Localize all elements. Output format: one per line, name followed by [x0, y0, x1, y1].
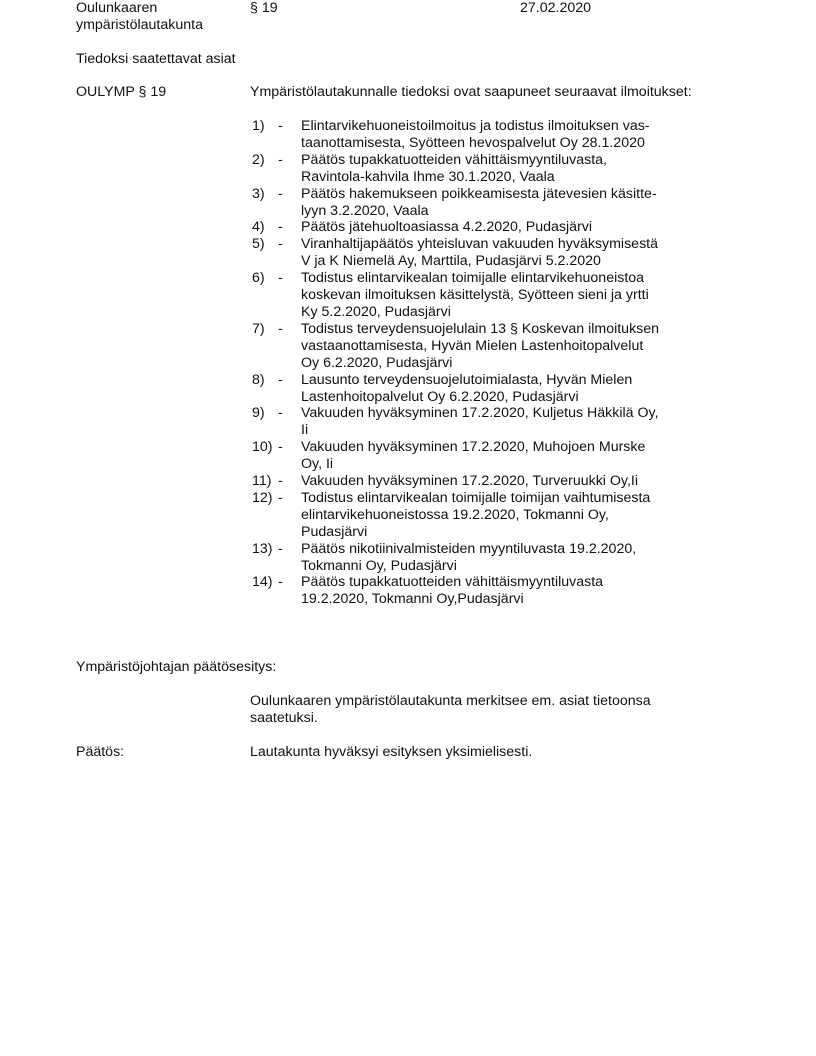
list-item-text [301, 439, 690, 473]
list-item-number: 1) [252, 118, 265, 134]
list-item-number: 5) [252, 236, 265, 253]
list-item-text [301, 118, 690, 152]
list-item-text [301, 219, 690, 236]
list-item-text [301, 152, 690, 186]
list-item [250, 270, 690, 321]
list-item [250, 321, 690, 372]
list-item-number: 9) [252, 405, 265, 422]
list-item-number: 11) [252, 473, 272, 490]
list-item-text-line: Pudasjärvi [301, 523, 368, 540]
list-item-number: 4) [252, 219, 265, 236]
list-item-text-line: elintarvikehuoneistossa 19.2.2020, Tokmanni Oy, [301, 506, 609, 523]
list-item-text-line: lyyn 3.2.2020, Vaala [301, 202, 429, 219]
list-item-text-line: vastaanottamisesta, Hyvän Mielen Lastenhoitopalvelut [301, 337, 644, 354]
list-item-text-line: Päätös jätehuoltoasiassa 4.2.2020, Pudasjärvi [301, 219, 593, 236]
list-item-dash: - [278, 574, 283, 591]
list-item [250, 439, 690, 473]
list-item-text-line: Ravintola-kahvila Ihme 30.1.2020, Vaala [301, 168, 555, 185]
list-item-text-line: Todistus elintarvikealan toimijalle toimijan vaihtumisesta [301, 489, 651, 506]
list-item-dash: - [278, 405, 283, 422]
proposal-text-line1: Oulunkaaren ympäristölautakunta merkitsee em. asiat tietoonsa [250, 693, 651, 709]
list-item-text-line: Vakuuden hyväksyminen 17.2.2020, Muhojoen Murske [301, 439, 646, 456]
list-item-number: 7) [252, 320, 265, 337]
list-item-number: 3) [252, 185, 265, 202]
list-item [250, 541, 690, 575]
list-item-dash: - [278, 473, 283, 490]
list-item-text-line: koskevan ilmoituksen käsittelystä, Syötteen sieni ja yrtti [301, 287, 649, 304]
list-item-text-line: Ky 5.2.2020, Pudasjärvi [301, 303, 451, 320]
list-item-text-line: Viranhaltijapäätös yhteisluvan vakuuden hyväksymisestä [301, 236, 658, 253]
list-item-text-line: Oy, Ii [301, 456, 334, 473]
list-item-number: 14) [252, 574, 273, 591]
proposal-text-line2: saatetuksi. [250, 710, 318, 726]
committee-name-line2: ympäristölautakunta [76, 17, 203, 33]
decision-label: Päätös: [76, 744, 125, 760]
list-item-text-line: Oy 6.2.2020, Pudasjärvi [301, 354, 453, 371]
list-item-text-line: Päätös tupakkatuotteiden vähittäismyyntiluvasta [301, 574, 604, 591]
list-item-text-line: Päätös tupakkatuotteiden vähittäismyyntiluvasta, [301, 151, 607, 168]
list-item-dash: - [278, 489, 283, 506]
committee-name-line1: Oulunkaaren [76, 0, 158, 16]
intro-text: Ympäristölautakunnalle tiedoksi ovat saapuneet seuraavat ilmoitukset: [250, 84, 692, 100]
list-item-text [301, 490, 690, 541]
list-item-text-line: V ja K Niemelä Ay, Marttila, Pudasjärvi 5.2.2020 [301, 253, 601, 270]
list-item-number: 12) [252, 489, 273, 506]
list-item-text-line: Tokmanni Oy, Pudasjärvi [301, 557, 457, 574]
list-item [250, 490, 690, 541]
list-item-text-line: Vakuuden hyväksyminen 17.2.2020, Turveruukki Oy,Ii [301, 473, 638, 490]
list-item-number: 8) [252, 371, 265, 388]
list-item-dash: - [278, 118, 283, 134]
list-item-dash: - [278, 236, 283, 253]
list-item [250, 152, 690, 186]
document-title: Tiedoksi saatettavat asiat [76, 51, 236, 67]
list-item [250, 219, 690, 236]
proposal-label: Ympäristöjohtajan päätösesitys: [76, 659, 277, 675]
list-item-text [301, 236, 690, 270]
list-item-dash: - [278, 320, 283, 337]
list-item-text [301, 321, 690, 372]
list-item-text-line: 19.2.2020, Tokmanni Oy,Pudasjärvi [301, 591, 524, 608]
list-item-text [301, 186, 690, 220]
list-item-dash: - [278, 439, 283, 456]
decision-text: Lautakunta hyväksyi esityksen yksimielisesti. [250, 744, 533, 760]
list-item-dash: - [278, 270, 283, 287]
list-item [250, 186, 690, 220]
list-item-number: 10) [252, 439, 273, 456]
list-item-text-line: Lastenhoitopalvelut Oy 6.2.2020, Pudasjärvi [301, 388, 579, 405]
notification-list [250, 118, 690, 608]
list-item [250, 372, 690, 406]
list-item-text-line: Todistus elintarvikealan toimijalle elintarvikehuoneistoa [301, 270, 645, 287]
list-item-text-line: Päätös hakemukseen poikkeamisesta jätevesien käsitte- [301, 185, 657, 202]
list-item-dash: - [278, 185, 283, 202]
list-item-text-line: taanottamisesta, Syötteen hevospalvelut Oy 28.1.2020 [301, 134, 645, 151]
list-item-text [301, 541, 690, 575]
list-item-text-line: Vakuuden hyväksyminen 17.2.2020, Kuljetus Häkkilä Oy, [301, 405, 659, 422]
list-item-number: 13) [252, 540, 273, 557]
list-item-text-line: Päätös nikotiinivalmisteiden myyntiluvasta 19.2.2020, [301, 540, 637, 557]
list-item [250, 473, 690, 490]
list-item-text-line: Ii [301, 422, 309, 439]
list-item-number: 2) [252, 151, 265, 168]
list-item [250, 236, 690, 270]
list-item-text-line: Todistus terveydensuojelulain 13 § Koskevan ilmoituksen [301, 320, 660, 337]
list-item-number: 6) [252, 270, 265, 287]
list-item-text [301, 270, 690, 321]
section-number: § 19 [250, 0, 278, 16]
list-item-text [301, 574, 690, 608]
list-item-text [301, 405, 690, 439]
meeting-date: 27.02.2020 [520, 0, 592, 16]
list-item-dash: - [278, 151, 283, 168]
list-item-dash: - [278, 219, 283, 236]
list-item-text-line: Elintarvikehuoneistoilmoitus ja todistus ilmoituksen vas- [301, 118, 650, 134]
list-item [250, 405, 690, 439]
list-item-dash: - [278, 540, 283, 557]
list-item-text [301, 372, 690, 406]
list-item [250, 574, 690, 608]
list-item-text [301, 473, 690, 490]
list-item [250, 118, 690, 152]
section-reference: OULYMP § 19 [76, 84, 167, 100]
list-item-dash: - [278, 371, 283, 388]
list-item-text-line: Lausunto terveydensuojelutoimialasta, Hyvän Mielen [301, 371, 633, 388]
